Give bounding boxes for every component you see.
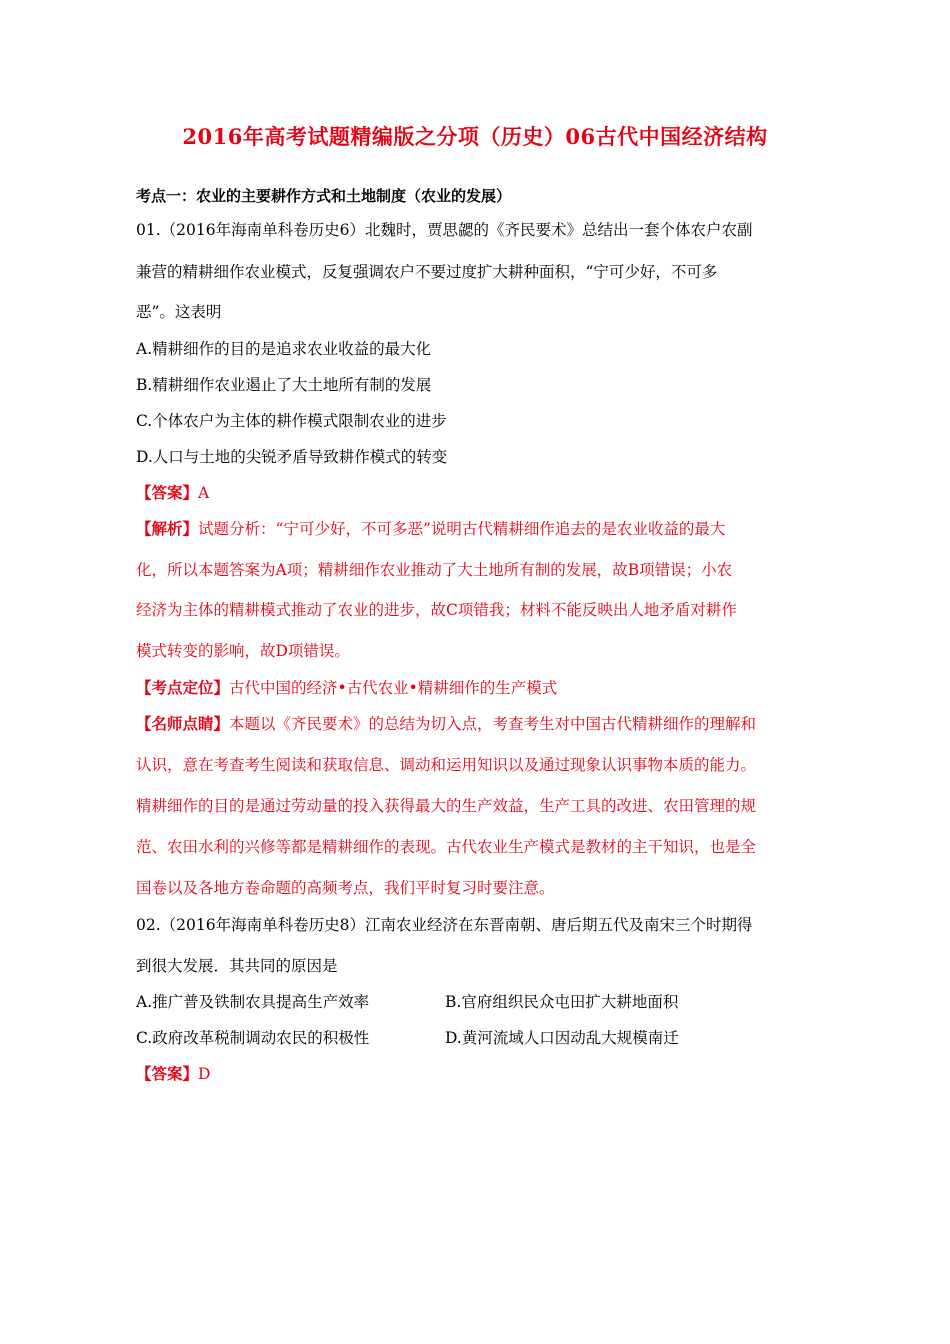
q1-stem-line-2: 兼营的精耕细作农业模式，反复强调农户不要过度扩大耕种面积，“宁可少好，不可多 — [136, 263, 718, 281]
q1-tip-line-5: 国卷以及各地方卷命题的高频考点，我们平时复习时要注意。 — [136, 879, 555, 897]
q1-tip-line-2: 认识，意在考查考生阅读和获取信息、调动和运用知识以及通过现象认识事物本质的能力。 — [136, 756, 757, 774]
q2-option-c: C.政府改革税制调动农民的积极性 — [136, 1029, 370, 1047]
q1-tip-line-3: 精耕细作的目的是通过劳动量的投入获得最大的生产效益，生产工具的改进、农田管理的规 — [136, 797, 757, 815]
q2-option-b: B.官府组织民众屯田扩大耕地面积 — [445, 993, 679, 1011]
q2-option-d: D.黄河流域人口因动乱大规模南迁 — [445, 1029, 679, 1047]
q1-option-a: A.精耕细作的目的是追求农业收益的最大化 — [136, 340, 432, 358]
answer-value: D — [198, 1065, 211, 1083]
answer-tag: 【答案】 — [136, 483, 199, 502]
q1-option-c: C.个体农户为主体的耕作模式限制农业的进步 — [136, 412, 447, 430]
answer-tag: 【答案】 — [136, 1064, 199, 1083]
position-text: 古代中国的经济•古代农业•精耕细作的生产模式 — [229, 679, 558, 697]
q1-stem-line-3: 恶”。这表明 — [136, 303, 222, 321]
position-tag: 【考点定位】 — [136, 678, 230, 697]
q1-tip-line-1 — [136, 714, 756, 734]
document-title: 2016年高考试题精编版之分项（历史）06古代中国经济结构 — [182, 124, 768, 149]
tip-tag: 【名师点睛】 — [136, 714, 230, 733]
q1-analysis-line-2: 化，所以本题答案为A项；精耕细作农业推动了大土地所有制的发展，故B项错误；小农 — [136, 561, 733, 579]
q1-analysis-line-1 — [136, 519, 725, 539]
q1-position — [136, 678, 557, 698]
analysis-tag: 【解析】 — [136, 519, 199, 538]
q2-stem-line-1: 02.（2016年海南单科卷历史8）江南农业经济在东晋南朝、唐后期五代及南宋三个时期得 — [136, 916, 753, 934]
q1-answer — [136, 483, 209, 503]
tip-text: 本题以《齐民要术》的总结为切入点，考查考生对中国古代精耕细作的理解和 — [229, 715, 757, 733]
q1-analysis-line-3: 经济为主体的精耕模式推动了农业的进步，故C项错我；材料不能反映出人地矛盾对耕作 — [136, 601, 737, 619]
q1-option-d: D.人口与土地的尖锐矛盾导致耕作模式的转变 — [136, 448, 448, 466]
section-heading: 考点一：农业的主要耕作方式和土地制度（农业的发展） — [136, 187, 512, 205]
analysis-text: 试题分析：“宁可少好，不可多恶”说明古代精耕细作追去的是农业收益的最大 — [198, 520, 726, 538]
q1-option-b: B.精耕细作农业遏止了大土地所有制的发展 — [136, 376, 432, 394]
q2-answer — [136, 1064, 210, 1084]
q1-analysis-line-4: 模式转变的影响，故D项错误。 — [136, 642, 350, 660]
q1-stem-line-1: 01.（2016年海南单科卷历史6）北魏时，贾思勰的《齐民要术》总结出一套个体农户农副 — [136, 221, 753, 239]
q1-tip-line-4: 范、农田水利的兴修等都是精耕细作的表现。古代农业生产模式是教材的主干知识，也是全 — [136, 838, 757, 856]
answer-value: A — [198, 484, 210, 502]
q2-option-a: A.推广普及铁制农具提高生产效率 — [136, 993, 370, 1011]
q2-stem-line-2: 到很大发展．其共同的原因是 — [136, 957, 338, 975]
